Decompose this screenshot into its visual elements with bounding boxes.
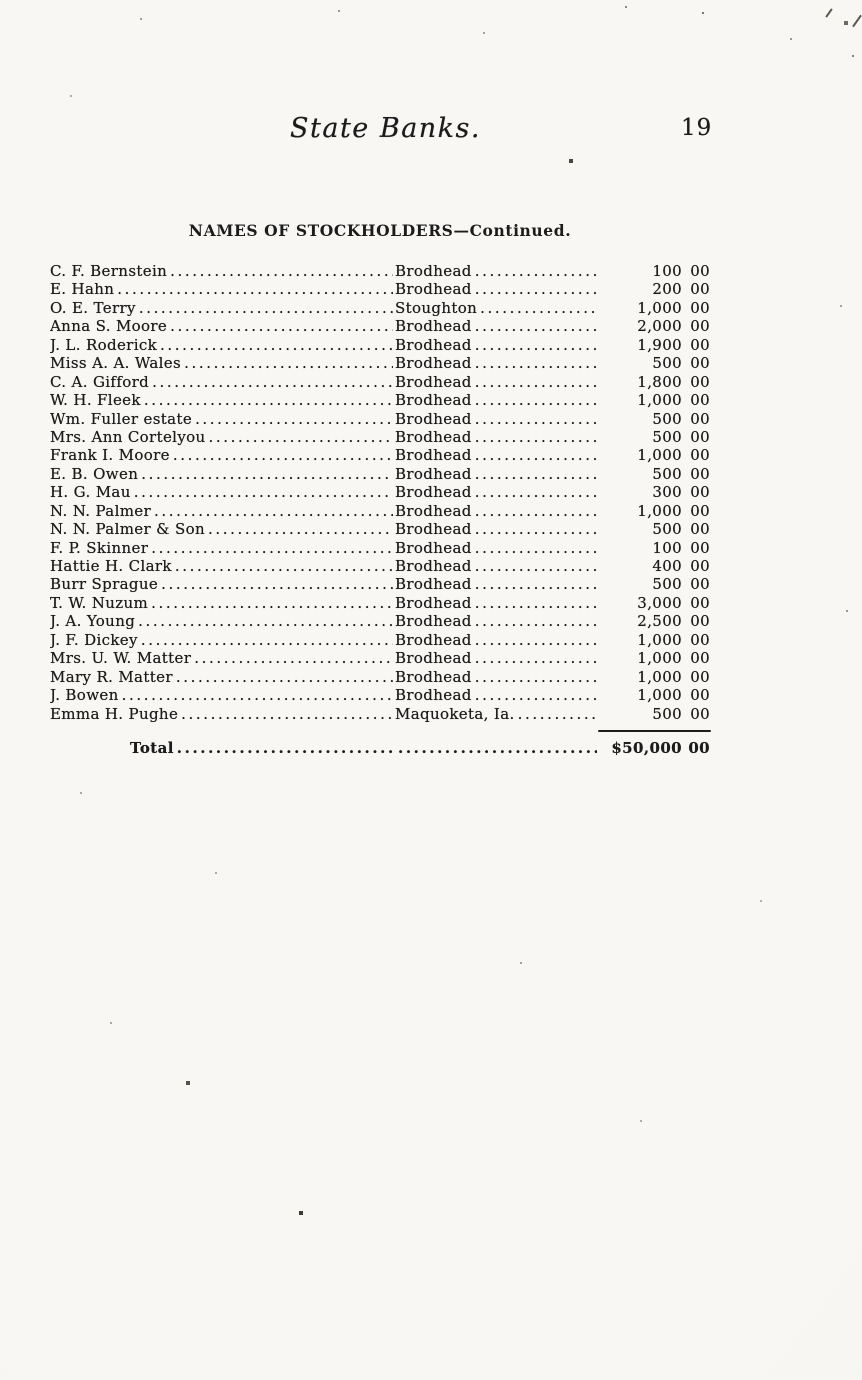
amount-dollars: 500 — [652, 520, 682, 539]
stockholder-name: Wm. Fuller estate — [50, 409, 193, 428]
table-row — [50, 483, 710, 501]
dot-leader — [475, 557, 597, 575]
amount-cents: 00 — [690, 317, 710, 336]
amount-dollars: 1,000 — [637, 446, 682, 465]
dot-leader — [475, 539, 597, 557]
residence: Brodhead — [395, 372, 472, 391]
dot-leader — [475, 391, 597, 409]
dot-leader — [195, 410, 393, 428]
stockholder-name: N. N. Palmer — [50, 501, 152, 520]
amount-dollars: 500 — [652, 575, 682, 594]
name-cell — [50, 612, 395, 630]
name-cell — [50, 502, 395, 520]
dot-leader — [475, 649, 597, 667]
dot-leader — [475, 465, 597, 483]
amount-cell — [599, 391, 710, 409]
table-row — [50, 410, 710, 428]
residence-cell — [395, 631, 599, 649]
residence-cell — [395, 557, 599, 575]
amount-dollars: 2,000 — [637, 317, 682, 336]
amount-cell — [599, 262, 710, 280]
residence-cell — [395, 410, 599, 428]
page-number: 19 — [681, 115, 713, 141]
residence-cell — [395, 705, 599, 723]
residence-cell — [395, 373, 599, 391]
name-cell — [50, 446, 395, 464]
amount-cents: 00 — [690, 593, 710, 612]
table-row — [50, 428, 710, 446]
residence-cell — [395, 428, 599, 446]
dot-leader — [475, 446, 597, 464]
amount-dollars: 100 — [652, 538, 682, 557]
stockholder-name: J. A. Young — [50, 612, 136, 631]
dot-leader — [475, 354, 597, 372]
residence: Brodhead — [395, 409, 472, 428]
residence: Brodhead — [395, 354, 472, 373]
stockholder-name: N. N. Palmer & Son — [50, 520, 205, 539]
dot-leader — [209, 428, 393, 446]
dot-leader — [475, 280, 597, 298]
dot-leader — [475, 410, 597, 428]
name-cell — [50, 354, 395, 372]
scan-noise — [0, 0, 2, 2]
residence-cell — [395, 262, 599, 280]
amount-cell — [599, 612, 710, 630]
total-label-cell — [50, 739, 395, 757]
amount-dollars: 1,000 — [637, 391, 682, 410]
amount-cell — [599, 483, 710, 501]
dot-leader — [122, 686, 393, 704]
residence-cell — [395, 465, 599, 483]
amount-dollars: 300 — [652, 483, 682, 502]
residence: Brodhead — [395, 520, 472, 539]
amount-cell — [599, 354, 710, 372]
amount-cell — [599, 575, 710, 593]
residence: Stoughton — [395, 298, 478, 317]
stockholder-name: J. L. Roderick — [50, 335, 158, 354]
amount-cell — [599, 336, 710, 354]
amount-cell — [599, 465, 710, 483]
name-cell — [50, 668, 395, 686]
table-row — [50, 575, 710, 593]
stockholder-name: Hattie H. Clark — [50, 557, 172, 575]
stockholder-name: F. P. Skinner — [50, 538, 149, 557]
dot-leader — [398, 739, 597, 757]
dot-leader — [181, 705, 393, 723]
dot-leader — [151, 539, 393, 557]
residence: Maquoketa, Ia. — [395, 704, 515, 723]
dot-leader — [518, 705, 597, 723]
table-row — [50, 317, 710, 335]
name-cell — [50, 428, 395, 446]
stockholder-name: H. G. Mau — [50, 483, 131, 502]
dot-leader — [141, 631, 393, 649]
amount-cents: 00 — [690, 612, 710, 631]
dot-leader — [160, 336, 393, 354]
amount-dollars: 1,000 — [637, 649, 682, 668]
amount-cell — [599, 502, 710, 520]
dot-leader — [475, 373, 597, 391]
table-row — [50, 391, 710, 409]
name-cell — [50, 262, 395, 280]
residence: Brodhead — [395, 427, 472, 446]
residence-cell — [395, 483, 599, 501]
stockholder-name: Anna S. Moore — [50, 317, 168, 336]
dot-leader — [144, 391, 393, 409]
amount-dollars: 400 — [652, 557, 682, 575]
stockholder-name: Emma H. Pughe — [50, 704, 179, 723]
residence-cell — [395, 317, 599, 335]
dot-leader — [475, 262, 597, 280]
amount-cell — [599, 446, 710, 464]
dot-leader — [475, 631, 597, 649]
residence-cell — [395, 502, 599, 520]
total-label: Total — [130, 739, 174, 757]
stockholder-name: J. Bowen — [50, 686, 119, 705]
dot-leader — [161, 575, 393, 593]
residence: Brodhead — [395, 483, 472, 502]
amount-cell — [599, 317, 710, 335]
stockholders-table — [50, 262, 710, 723]
dot-leader — [208, 520, 393, 538]
table-row — [50, 373, 710, 391]
residence-cell — [395, 299, 599, 317]
amount-cents: 00 — [690, 649, 710, 668]
dot-leader — [475, 686, 597, 704]
total-rule — [598, 730, 711, 732]
stockholder-name: C. A. Gifford — [50, 372, 150, 391]
residence-cell — [395, 354, 599, 372]
amount-cents: 00 — [690, 335, 710, 354]
dot-leader — [170, 317, 393, 335]
residence-cell — [395, 446, 599, 464]
dot-leader — [475, 668, 597, 686]
residence: Brodhead — [395, 262, 472, 280]
name-cell — [50, 317, 395, 335]
name-cell — [50, 299, 395, 317]
residence-cell — [395, 594, 599, 612]
amount-cents: 00 — [690, 483, 710, 502]
amount-cents: 00 — [690, 704, 710, 723]
residence: Brodhead — [395, 391, 472, 410]
amount-cents: 00 — [690, 280, 710, 299]
amount-cents: 00 — [690, 372, 710, 391]
table-row — [50, 280, 710, 298]
amount-dollars: 1,000 — [637, 686, 682, 705]
amount-cell — [599, 686, 710, 704]
amount-cents: 00 — [690, 520, 710, 539]
amount-dollars: 500 — [652, 704, 682, 723]
table-row — [50, 354, 710, 372]
amount-dollars: 500 — [652, 464, 682, 483]
dot-leader — [139, 299, 393, 317]
residence: Brodhead — [395, 280, 472, 299]
name-cell — [50, 391, 395, 409]
amount-cents: 00 — [690, 354, 710, 373]
residence: Brodhead — [395, 686, 472, 705]
dot-leader — [475, 520, 597, 538]
stockholder-name: Miss A. A. Wales — [50, 354, 182, 373]
amount-cents: 00 — [690, 298, 710, 317]
residence-cell — [395, 668, 599, 686]
name-cell — [50, 631, 395, 649]
residence: Brodhead — [395, 501, 472, 520]
amount-cents: 00 — [690, 538, 710, 557]
name-cell — [50, 465, 395, 483]
dot-leader — [475, 428, 597, 446]
name-cell — [50, 594, 395, 612]
dot-leader — [475, 336, 597, 354]
amount-dollars: 1,900 — [637, 335, 682, 354]
name-cell — [50, 649, 395, 667]
total-amount-cell — [599, 739, 710, 757]
amount-cell — [599, 631, 710, 649]
table-row — [50, 631, 710, 649]
amount-cents: 00 — [690, 501, 710, 520]
residence-cell — [395, 649, 599, 667]
total-amount-cents: 00 — [688, 739, 710, 757]
amount-dollars: 3,000 — [637, 593, 682, 612]
amount-cell — [599, 299, 710, 317]
dot-leader — [134, 483, 393, 501]
amount-dollars: 500 — [652, 427, 682, 446]
residence: Brodhead — [395, 630, 472, 649]
total-row — [50, 739, 710, 757]
residence: Brodhead — [395, 538, 472, 557]
amount-cents: 00 — [690, 262, 710, 280]
table-row — [50, 612, 710, 630]
residence-cell — [395, 686, 599, 704]
dot-leader — [475, 317, 597, 335]
amount-cell — [599, 428, 710, 446]
dot-leader — [184, 354, 393, 372]
amount-dollars: 200 — [652, 280, 682, 299]
amount-cents: 00 — [690, 630, 710, 649]
amount-dollars: 1,000 — [637, 630, 682, 649]
amount-dollars: 1,000 — [637, 298, 682, 317]
residence: Brodhead — [395, 335, 472, 354]
table-row — [50, 465, 710, 483]
name-cell — [50, 686, 395, 704]
amount-cents: 00 — [690, 667, 710, 686]
amount-cents: 00 — [690, 686, 710, 705]
dot-leader — [154, 502, 393, 520]
amount-cents: 00 — [690, 557, 710, 575]
residence-cell — [395, 280, 599, 298]
table-row — [50, 594, 710, 612]
dot-leader — [194, 649, 393, 667]
section-heading: NAMES OF STOCKHOLDERS—Continued. — [188, 221, 572, 240]
table-row — [50, 520, 710, 538]
amount-cell — [599, 280, 710, 298]
amount-dollars: 100 — [652, 262, 682, 280]
table-row — [50, 336, 710, 354]
name-cell — [50, 410, 395, 428]
total-amount-dollars: $50,000 — [611, 739, 682, 757]
dot-leader — [170, 262, 393, 280]
residence: Brodhead — [395, 649, 472, 668]
stockholder-name: C. F. Bernstein — [50, 262, 168, 280]
table-row — [50, 446, 710, 464]
name-cell — [50, 373, 395, 391]
name-cell — [50, 280, 395, 298]
amount-cell — [599, 557, 710, 575]
stockholder-name: T. W. Nuzum — [50, 593, 149, 612]
residence-cell — [395, 391, 599, 409]
amount-cell — [599, 520, 710, 538]
dot-leader — [138, 612, 393, 630]
dot-leader — [176, 668, 393, 686]
page-title: State Banks. — [290, 113, 481, 144]
dot-leader — [480, 299, 597, 317]
amount-cell — [599, 649, 710, 667]
dot-leader — [475, 612, 597, 630]
name-cell — [50, 575, 395, 593]
table-row — [50, 539, 710, 557]
dot-leader — [173, 446, 393, 464]
stockholder-name: Burr Sprague — [50, 575, 159, 594]
stockholder-name: W. H. Fleek — [50, 391, 141, 410]
table-row — [50, 557, 710, 575]
table-row — [50, 649, 710, 667]
stockholder-name: Frank I. Moore — [50, 446, 170, 465]
residence: Brodhead — [395, 557, 472, 575]
amount-cents: 00 — [690, 575, 710, 594]
name-cell — [50, 336, 395, 354]
name-cell — [50, 520, 395, 538]
amount-cents: 00 — [690, 464, 710, 483]
table-row — [50, 686, 710, 704]
residence-cell — [395, 336, 599, 354]
amount-dollars: 1,000 — [637, 501, 682, 520]
amount-cents: 00 — [690, 446, 710, 465]
table-row — [50, 299, 710, 317]
residence: Brodhead — [395, 464, 472, 483]
amount-dollars: 1,000 — [637, 667, 682, 686]
dot-leader — [177, 739, 393, 757]
amount-cell — [599, 668, 710, 686]
stockholder-name: E. B. Owen — [50, 464, 139, 483]
table-row — [50, 262, 710, 280]
stockholder-name: J. F. Dickey — [50, 630, 138, 649]
residence: Brodhead — [395, 612, 472, 631]
residence: Brodhead — [395, 446, 472, 465]
name-cell — [50, 557, 395, 575]
stockholder-name: O. E. Terry — [50, 298, 136, 317]
stockholder-name: Mrs. U. W. Matter — [50, 649, 192, 668]
residence: Brodhead — [395, 667, 472, 686]
amount-cents: 00 — [690, 409, 710, 428]
stockholder-name: E. Hahn — [50, 280, 115, 299]
table-row — [50, 668, 710, 686]
name-cell — [50, 483, 395, 501]
residence: Brodhead — [395, 575, 472, 594]
residence-cell — [395, 612, 599, 630]
amount-cell — [599, 594, 710, 612]
dot-leader — [175, 557, 393, 575]
residence-cell — [395, 575, 599, 593]
residence: Brodhead — [395, 593, 472, 612]
dot-leader — [117, 280, 393, 298]
dot-leader — [152, 373, 393, 391]
amount-cents: 00 — [690, 427, 710, 446]
dot-leader — [475, 594, 597, 612]
amount-cell — [599, 539, 710, 557]
dot-leader — [475, 575, 597, 593]
residence-cell — [395, 520, 599, 538]
amount-cents: 00 — [690, 391, 710, 410]
name-cell — [50, 705, 395, 723]
dot-leader — [475, 502, 597, 520]
amount-dollars: 1,800 — [637, 372, 682, 391]
scan-speck — [852, 15, 862, 28]
dot-leader — [151, 594, 393, 612]
stockholder-name: Mrs. Ann Cortelyou — [50, 427, 206, 446]
amount-dollars: 500 — [652, 354, 682, 373]
stockholder-name: Mary R. Matter — [50, 667, 173, 686]
amount-dollars: 500 — [652, 409, 682, 428]
amount-cell — [599, 705, 710, 723]
amount-dollars: 2,500 — [637, 612, 682, 631]
residence-cell — [395, 539, 599, 557]
dot-leader — [141, 465, 393, 483]
dot-leader — [475, 483, 597, 501]
amount-cell — [599, 373, 710, 391]
total-filler-cell — [395, 739, 599, 757]
residence: Brodhead — [395, 317, 472, 336]
amount-cell — [599, 410, 710, 428]
table-row — [50, 502, 710, 520]
table-row — [50, 705, 710, 723]
scan-speck — [825, 8, 832, 17]
name-cell — [50, 539, 395, 557]
